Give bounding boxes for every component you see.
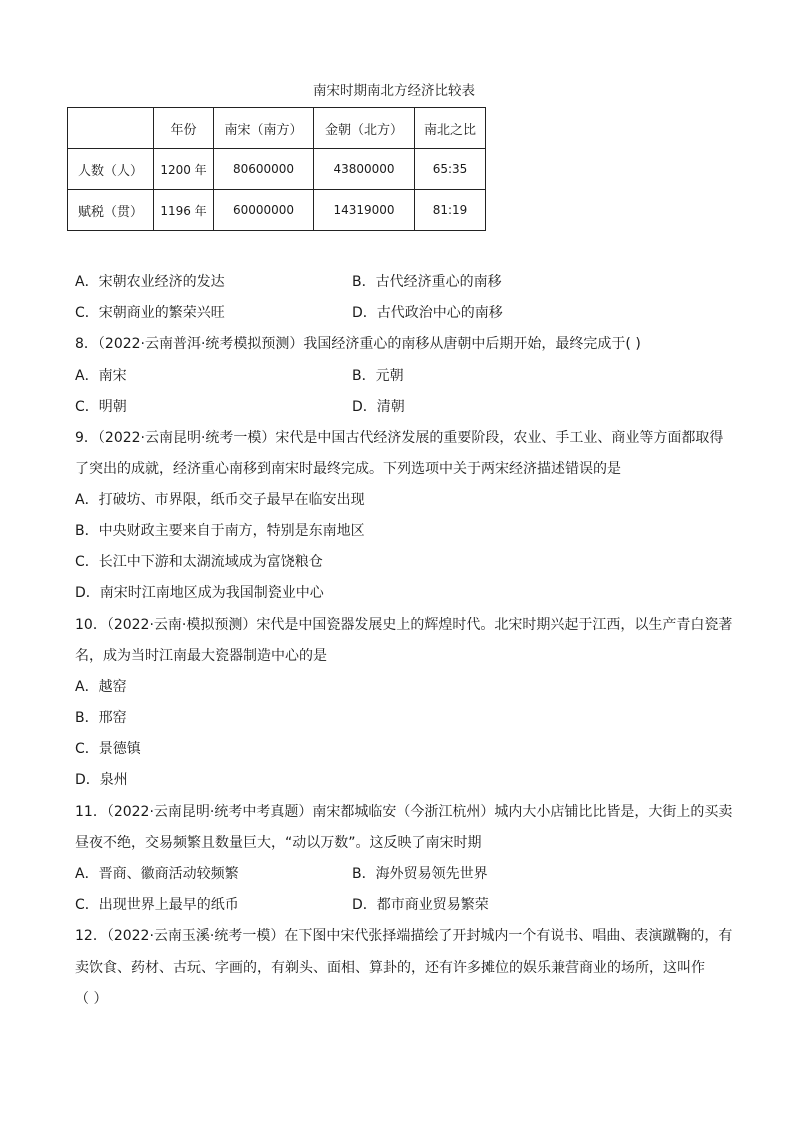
- q7-option-b: B．古代经济重心的南移: [352, 274, 502, 290]
- q11-option-b: B．海外贸易领先世界: [352, 866, 488, 882]
- table-header-row: [68, 108, 486, 149]
- economy-comparison-table: [67, 107, 486, 231]
- q11-option-c: C．出现世界上最早的纸币: [75, 897, 239, 913]
- table-cell: 1200 年: [154, 149, 214, 190]
- q10-option-b: B．邢窑: [75, 710, 127, 726]
- table-cell: 65:35: [415, 149, 486, 190]
- q7-option-d: D．古代政治中心的南移: [352, 305, 503, 321]
- q8-option-d: D．清朝: [352, 399, 405, 415]
- q10-option-d: D．泉州: [75, 772, 128, 788]
- q9-stem-line1: 9．（2022·云南昆明·统考一模）宋代是中国古代经济发展的重要阶段，农业、手工业、商业等方面都取得: [75, 430, 724, 446]
- table-cell: 人数（人）: [68, 149, 154, 190]
- q10-option-a: A．越窑: [75, 679, 127, 695]
- q7-option-c: C．宋朝商业的繁荣兴旺: [75, 305, 225, 321]
- q7-option-a: A．宋朝农业经济的发达: [75, 274, 225, 290]
- table-cell: 14319000: [314, 190, 415, 231]
- table-header-cell: 年份: [154, 108, 214, 149]
- table-cell: 1196 年: [154, 190, 214, 231]
- q12-stem-line3: （ ）: [75, 991, 108, 1007]
- q8-stem: 8．（2022·云南普洱·统考模拟预测）我国经济重心的南移从唐朝中后期开始，最终完成于( ): [75, 336, 641, 352]
- q8-option-c: C．明朝: [75, 399, 127, 415]
- q11-option-d: D．都市商业贸易繁荣: [352, 897, 489, 913]
- q8-option-b: B．元朝: [352, 368, 404, 384]
- q11-stem-line1: 11．（2022·云南昆明·统考中考真题）南宋都城临安（今浙江杭州）城内大小店铺比比皆是，大街上的买卖: [75, 804, 733, 820]
- q9-option-c: C．长江中下游和太湖流域成为富饶粮仓: [75, 554, 323, 570]
- table-cell: 81:19: [415, 190, 486, 231]
- table-header-cell: 南北之比: [415, 108, 486, 149]
- table-header-cell: 金朝（北方）: [314, 108, 415, 149]
- table-cell: 80600000: [214, 149, 314, 190]
- q10-stem-line1: 10．（2022·云南·模拟预测）宋代是中国瓷器发展史上的辉煌时代。北宋时期兴起于江西，以生产青白瓷著: [75, 617, 733, 633]
- table-cell: 赋税（贯）: [68, 190, 154, 231]
- q11-stem-line2: 昼夜不绝，交易频繁且数量巨大，“动以万数”。这反映了南宋时期: [75, 835, 482, 851]
- q9-option-d: D．南宋时江南地区成为我国制瓷业中心: [75, 585, 324, 601]
- q9-stem-line2: 了突出的成就，经济重心南移到南宋时最终完成。下列选项中关于两宋经济描述错误的是: [75, 461, 621, 477]
- q9-option-b: B．中央财政主要来自于南方，特别是东南地区: [75, 523, 365, 539]
- table-cell: 43800000: [314, 149, 415, 190]
- table-caption: 南宋时期南北方经济比较表: [313, 83, 475, 99]
- q12-stem-line1: 12．（2022·云南玉溪·统考一模）在下图中宋代张择端描绘了开封城内一个有说书、唱曲、表演蹴鞠的，有: [75, 928, 733, 944]
- q12-stem-line2: 卖饮食、药材、古玩、字画的，有剃头、面相、算卦的，还有许多摊位的娱乐兼营商业的场所，这叫作: [75, 960, 705, 976]
- table-row: [68, 149, 486, 190]
- q9-option-a: A．打破坊、市界限，纸币交子最早在临安出现: [75, 492, 365, 508]
- table-row: [68, 190, 486, 231]
- table-header-cell: [68, 108, 154, 149]
- q8-option-a: A．南宋: [75, 368, 127, 384]
- q11-option-a: A．晋商、徽商活动较频繁: [75, 866, 239, 882]
- q10-option-c: C．景德镇: [75, 741, 141, 757]
- q10-stem-line2: 名，成为当时江南最大瓷器制造中心的是: [75, 648, 327, 664]
- table-cell: 60000000: [214, 190, 314, 231]
- table-header-cell: 南宋（南方）: [214, 108, 314, 149]
